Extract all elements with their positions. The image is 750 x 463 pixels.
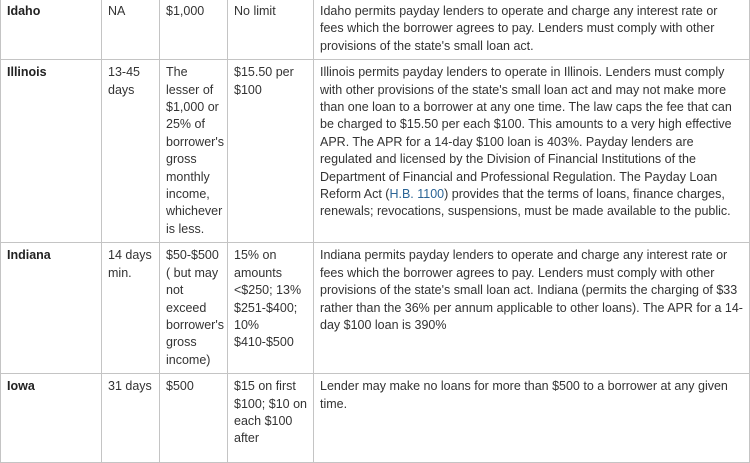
finance-charge-cell: 15% on amounts <$250; 13% $251-$400; 10% $410-$500 xyxy=(228,243,314,374)
state-cell: Illinois xyxy=(1,60,102,243)
finance-charge-cell: $15 on first $100; $10 on each $100 after xyxy=(228,374,314,463)
max-loan-cell: $500 xyxy=(160,374,228,463)
table-row-illinois xyxy=(1,60,750,243)
max-loan-cell: $1,000 xyxy=(160,0,228,60)
state-cell: Idaho xyxy=(1,0,102,60)
hb-1100-link[interactable]: H.B. 1100 xyxy=(389,187,445,202)
finance-charge-cell: No limit xyxy=(228,0,314,60)
description-cell: Idaho permits payday lenders to operate and charge any interest rate or fees which the borrower agrees to pay. Lenders must comply with other provisions of the state's small loan act. xyxy=(314,0,750,60)
state-cell: Indiana xyxy=(1,243,102,374)
loan-term-cell: 31 days xyxy=(102,374,160,463)
loan-term-cell: NA xyxy=(102,0,160,60)
table-row-iowa xyxy=(1,374,750,463)
description-cell: Lender may make no loans for more than $500 to a borrower at any given time. xyxy=(314,374,750,463)
table-row-indiana xyxy=(1,243,750,374)
table-row-idaho xyxy=(1,0,750,60)
description-cell: Indiana permits payday lenders to operate and charge any interest rate or fees which the borrower agrees to pay. Lenders must comply with other provisions of the state's small loan act. Indiana (permits the charging of $33 rather than the 36% per annum applicable to other loans). The APR for a 14-day $100 loan is 390% xyxy=(314,243,750,374)
state-cell: Iowa xyxy=(1,374,102,463)
loan-term-cell: 14 days min. xyxy=(102,243,160,374)
max-loan-cell: $50-$500 ( but may not exceed borrower's gross income) xyxy=(160,243,228,374)
finance-charge-cell: $15.50 per $100 xyxy=(228,60,314,243)
max-loan-cell: The lesser of $1,000 or 25% of borrower's gross monthly income, whichever is less. xyxy=(160,60,228,243)
description-text-before-link: Illinois permits payday lenders to operate in Illinois. Lenders must comply with other provisions of the state's small loan act and may not make more than one loan to a borrower at any one time. The law caps the fee that can be charged to $15.50 per each $100. This amounts to a very high effective APR. The APR for a 14-day $100 loan is 403%. Payday lenders are regulated and licensed by the Division of Financial Institutions of the Department of Financial and Professional Regulation. The Payday Loan Reform Act ( xyxy=(320,65,732,202)
description-text-after-link: ) provides that the terms of loans, finance charges, renewals; revocations, suspensions, must be made available to the public. xyxy=(320,187,731,219)
description-cell xyxy=(314,60,750,243)
loan-term-cell: 13-45 days xyxy=(102,60,160,243)
